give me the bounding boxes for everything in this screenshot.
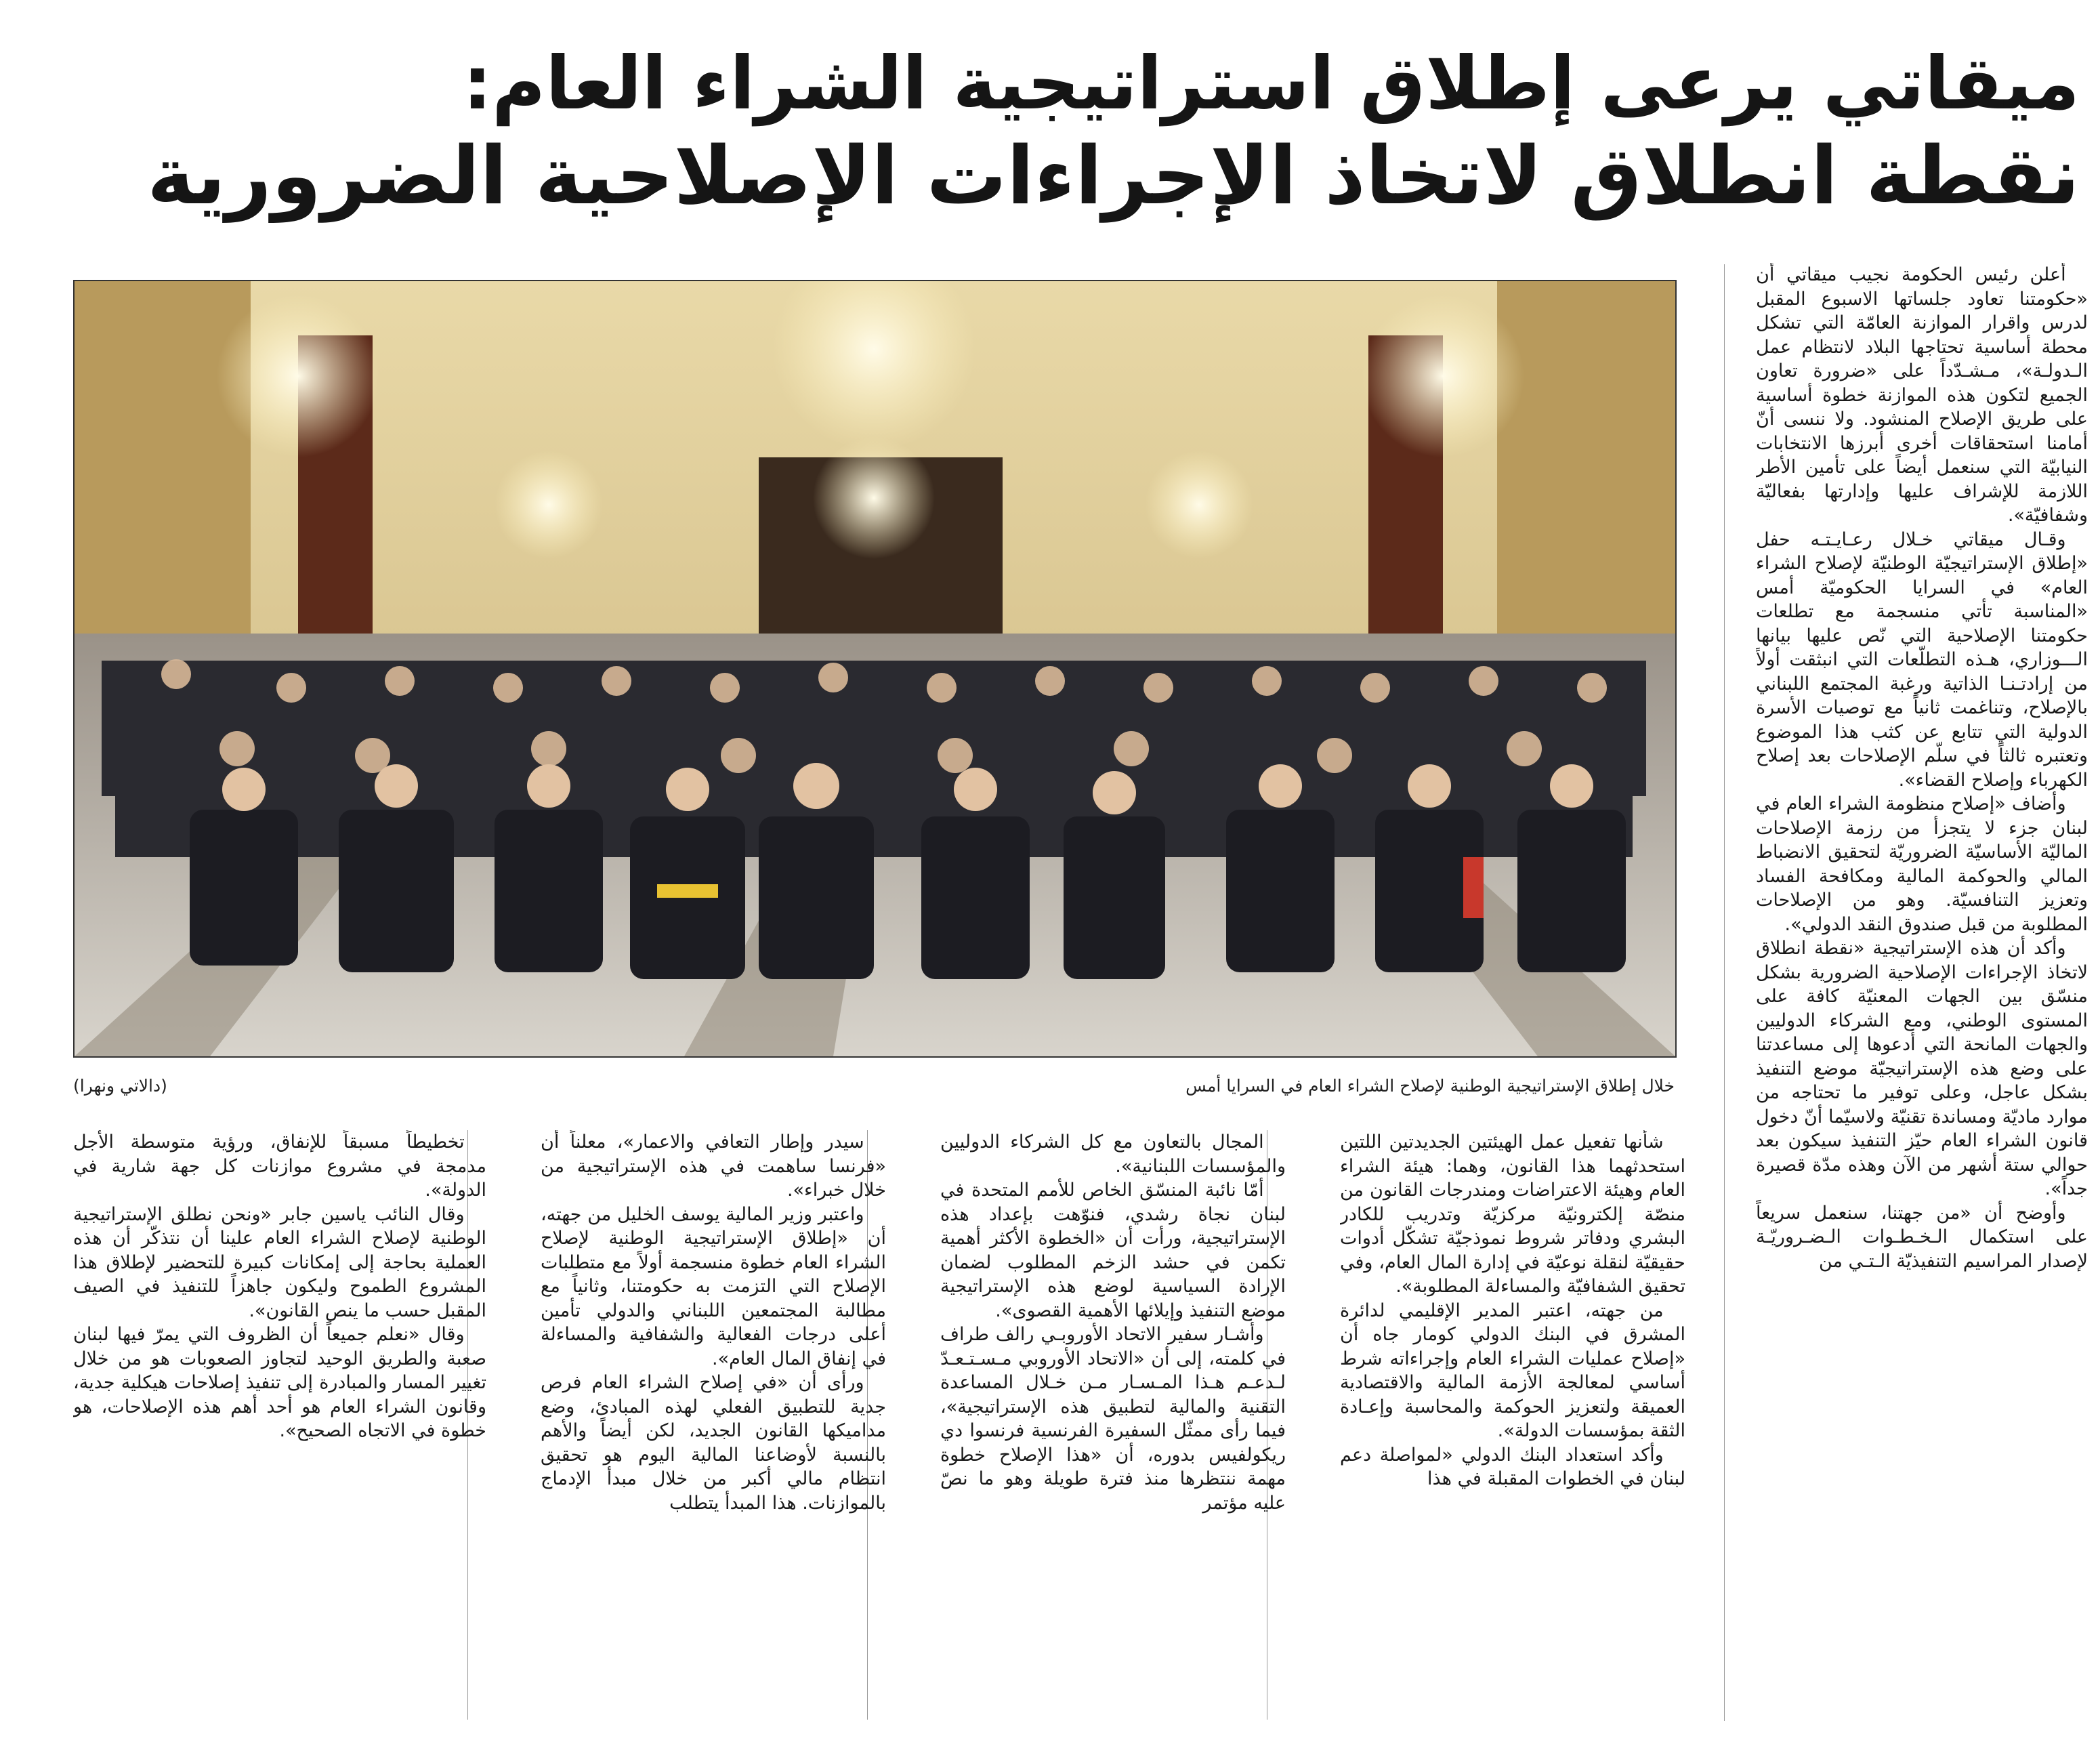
paragraph: وأضاف «إصلاح منظومة الشراء العام في لبنان جزء لا يتجزأ من رزمة الإصلاحات الماليّة الأساسيّة الضروريّة لتحقيق الانضباط المالي والحوكمة المالية ومكافحة الفساد وتعزيز التنافسيّة. وهو من الإصلاحات المطلوبة من قبل صندوق النقد الدولي». [1756, 793, 2088, 935]
paragraph: شأنها تفعيل عمل الهيئتين الجديدتين اللتين استحدثهما هذا القانون، وهما: هيئة الشراء العام وهيئة الاعتراضات ومندرجات القانون من منصّة إلكترونيّة مركزيّة وتدريب للكادر البشري ودفاتر شروط نموذجيّة تشكّل أدوات حقيقيّة لنقلة نوعيّة في إدارة المال العام، وفي تحقيق الشفافيّة والمساءلة المطلوبة». [1340, 1132, 1685, 1297]
paragraph: من جهته، اعتبر المدير الإقليمي لدائرة المشرق في البنك الدولي كومار جاه أن «إصلاح عمليات الشراء العام وإجراءاته شرط أساسي لمعالجة الأزمة المالية والاقتصادية العميقة ولتعزيز الحوكمة والمحاسبة وإعـادة الثقة بمؤسسات الدولة». [1340, 1300, 1685, 1441]
paragraph: وأشـار سفير الاتحاد الأوروبـي رالف طراف في كلمته، إلى أن «الاتحاد الأوروبي مـسـتـعـدّ لـدعـم هـذا المـسـار مـن خـلال المساعدة التقنية والمالية لتطبيق هذه الإستراتيجية»، فيما رأى ممثّل السفيرة الفرنسية فرنسوا دي ريكولفيس بدوره، أن «هذا الإصلاح خطوة مهمة ننتظرها منذ فترة طويلة وهو ما نصّ عليه مؤتمر [940, 1324, 1286, 1514]
headline-line-2: نقطة انطلاق لاتخاذ الإجراءات الإصلاحية الضرورية [147, 129, 2080, 222]
event-photo [73, 280, 1677, 1058]
paragraph: وأكد أن هذه الإستراتيجية «نقطة انطلاق لاتخاذ الإجراءات الإصلاحية الضرورية بشكل منسّق بين الجهات المعنيّة كافة على المستوى الوطني، ومع الشركاء الدوليين والجهات المانحة التي أدعوها إلى مساعدتنا على وضع هذه الإستراتيجيّة موضع التنفيذ بشكل عاجل، وعلى توفير ما تحتاجه من موارد ماديّة ومساندة تقنيّة ولاسيّما أنّ دخول قانون الشراء العام حيّز التنفيذ سيكون بعد حوالي ستة أشهر من الآن وهذه مدّة قصيرة جداً». [1756, 938, 2088, 1199]
photo-credit: (دالاتي ونهرا) [73, 1076, 167, 1096]
article-column-right [1756, 263, 2088, 1720]
paragraph: المجال بالتعاون مع كل الشركاء الدوليين والمؤسسات اللبنانية». [940, 1132, 1286, 1177]
headline-line-1: ميقاتي يرعى إطلاق استراتيجية الشراء العام: [462, 41, 2080, 126]
article-column-1 [1340, 1130, 1685, 1720]
paragraph: وقال «نعلم جميعاً أن الظروف التي يمرّ فيها لبنان صعبة والطريق الوحيد لتجاوز الصعوبات هو من خلال تغيير المسار والمبادرة إلى تنفيذ إصلاحات هيكلية جدية، وقانون الشراء العام هو أحد أهم هذه الإصلاحات، هو خطوة في الاتجاه الصحيح». [73, 1324, 486, 1441]
photo-caption: خلال إطلاق الإستراتيجية الوطنية لإصلاح الشراء العام في السرايا أمس [1185, 1076, 1675, 1096]
paragraph: أمّا نائبة المنسّق الخاص للأمم المتحدة في لبنان نجاة رشدي، فنوّهت بإعداد هذه الإستراتيجية، ورأت أن «الخطوة الأكثر أهمية تكمن في حشد الزخم المطلوب لضمان الإرادة السياسية لوضع هذه الإستراتيجية موضع التنفيذ وإيلائها الأهمية القصوى». [940, 1180, 1286, 1321]
paragraph: وقال النائب ياسين جابر «ونحن نطلق الإستراتيجية الوطنية لإصلاح الشراء العام علينا أن نتذكّر أن هذه العملية بحاجة إلى إمكانات كبيرة للتحضير لإطلاق هذا المشروع الطموح وليكون جاهزاً للتنفيذ في الصيف المقبل حسب ما ينص القانون». [73, 1203, 486, 1321]
paragraph: تخطيطاً مسبقاً للإنفاق، ورؤية متوسطة الأجل مدمجة في مشروع موازنات كل جهة شارية في الدولة». [73, 1132, 486, 1201]
paragraph: سيدر وإطار التعافي والاعمار»، معلناً أن «فرنسا ساهمت في هذه الإستراتيجية من خلال خبراء». [541, 1132, 886, 1201]
paragraph: أعلن رئيس الحكومة نجيب ميقاتي أن «حكومتنا تعاود جلساتها الاسبوع المقبل لدرس واقرار الموازنة العامّة التي تشكل محطة أساسية تحتاجها البلاد لانتظام عمل الـدولـة»، مـشـدّداً على «ضرورة تعاون الجميع لتكون هذه الموازنة خطوة أساسية على طريق الإصلاح المنشود. ولا ننسى أنّ أمامنا استحقاقات أخرى أبرزها الانتخابات النيابيّة التي سنعمل أيضاً على تأمين الأطر اللازمة للإشراف عليها وإدارتها بفعاليّة وشفافيّة». [1756, 264, 2088, 526]
paragraph: وقـال ميقاتي خـلال رعـايـتـه حفل «إطلاق الإستراتيجيّة الوطنيّة لإصلاح الشراء العام» في السرايا الحكوميّة أمس «المناسبة تأتي منسجمة مع تطلعات حكومتنا الإصلاحية التي نّص عليها بيانها الـــوزاري، هـذه التطلّعات التي انبثقت أولاً من إرادتـنـا الذاتية ورغبة المجتمع اللبناني بالإصلاح، وتناغمت ثانياً مع توصيات الأسرة الدولية التي تتابع عن كثب هذا الموضوع وتعتبره ثالثاً في سلّم الإصلاحات بعد إصلاح الكهرباء وإصلاح القضاء». [1756, 528, 2088, 791]
paragraph: ورأى أن «في إصلاح الشراء العام فرص جدية للتطبيق الفعلي لهذه المبادئ، وضع مداميكها القانون الجديد، لكن أيضاً والأهم بالنسبة لأوضاعنا المالية اليوم هو تحقيق انتظام مالي أكبر من خلال مبدأ الإدماج بالموازنات. هذا المبدأ يتطلب [541, 1372, 886, 1514]
paragraph: وأوضح أن «من جهتنا، سنعمل سريعاً على استكمال الـخـطـوات الـضـروريّـة لإصدار المراسيم التنفيذيّة الـتـي من [1756, 1202, 2088, 1272]
article-column-2 [940, 1130, 1286, 1720]
article-column-4 [73, 1130, 486, 1720]
paragraph: واعتبر وزير المالية يوسف الخليل من جهته، أن «إطلاق الإستراتيجية الوطنية لإصلاح الشراء العام خطوة منسجمة أولاً مع متطلبات الإصلاح التي التزمت به حكومتنا، وثانياً مع مطالبة المجتمعين اللبناني والدولي تأمين أعلى درجات الفعالية والشفافية والمساءلة في إنفاق المال العام». [541, 1203, 886, 1369]
column-divider [1724, 264, 1725, 1721]
paragraph: وأكد استعداد البنك الدولي «لمواصلة دعم لبنان في الخطوات المقبلة في هذا [1340, 1444, 1685, 1489]
article-column-3 [541, 1130, 886, 1720]
